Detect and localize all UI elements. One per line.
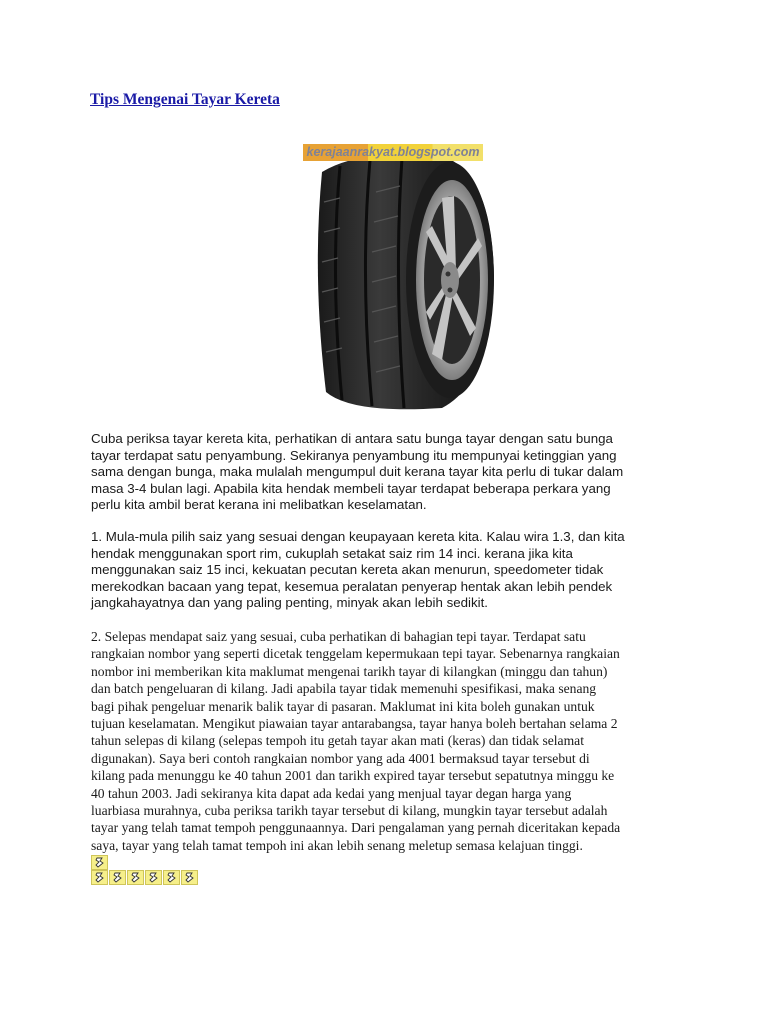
document-title-link[interactable]: Tips Mengenai Tayar Kereta (90, 91, 280, 108)
text-line: sama dengan bunga, maka mulalah mengumpul duit kerana tayar kita perlu di tukar dalam (91, 464, 624, 480)
text-line: dan batch pengeluaran di kilang. Jadi apabila tayar tidak memenuhi spesifikasi, maka senang (91, 681, 597, 697)
text-line: bagi pihak pengeluar menarik balik tayar di pasaran. Maklumat ini kita boleh gunakan untuk (91, 698, 595, 714)
text-line: 1. Mula-mula pilih saiz yang sesuai dengan keupayaan kereta kita. Kalau wira 1.3, dan kita (91, 529, 625, 544)
text-line: kilang pada menunggu ke 40 tahun 2001 dan tarikh expired tayar tersebut sepatutnya minggu ke (91, 768, 615, 784)
text-line: 40 tahun 2003. Jadi sekiranya kita dapat ada kedai yang menjual tayar degan harga yang (91, 785, 572, 801)
text-line: saya, tayar yang telah tamat tempoh ini akan lebih senang meletup semasa kelajuan tinggi. (91, 837, 583, 853)
broken-image-icon[interactable] (145, 870, 162, 885)
tyre-image (292, 142, 498, 410)
point-2-paragraph (91, 628, 691, 854)
text-line: luarbiasa murahnya, cuba periksa tarikh tayar tersebut di kilang, mungkin tayar tersebut adalah (91, 803, 608, 819)
text-line: 2. Selepas mendapat saiz yang sesuai, cuba perhatikan di bahagian tepi tayar. Terdapat satu (91, 629, 586, 644)
text-line: perlu kita ambil berat kerana ini melibatkan keselamatan. (91, 497, 427, 513)
text-line: hendak menggunakan sport rim, cukuplah setakat saiz rim 14 inci. kerana jika kita (91, 545, 573, 561)
text-line: jangkahayatnya dan yang paling penting, minyak akan lebih sedikit. (91, 595, 488, 611)
text-line: merekodkan bacaan yang tepat, kesemua peralatan penyerap hentak akan lebih pendek (91, 578, 613, 594)
placeholder-row-2 (91, 870, 199, 885)
image-watermark: kerajaanrakyat.blogspot.com (303, 144, 483, 161)
broken-image-icon[interactable] (91, 870, 108, 885)
broken-image-icon[interactable] (109, 870, 126, 885)
text-line: rangkaian nombor yang seperti dicetak tenggelam kepermukaan tepi tayar. Sebenarnya rangkaian (91, 646, 620, 662)
text-line: Cuba periksa tayar kereta kita, perhatikan di antara satu bunga tayar dengan satu bunga (91, 431, 613, 446)
broken-image-icon[interactable] (181, 870, 198, 885)
text-line: tayar terdapat satu penyambung. Sekiranya penyambung itu mempunyai ketinggian yang (91, 447, 617, 463)
broken-image-placeholders (91, 855, 199, 885)
intro-paragraph (91, 431, 691, 514)
text-line: menggunakan saiz 15 inci, kekuatan pecutan kereta akan menurun, speedometer tidak (91, 562, 604, 578)
text-line: tujuan keselamatan. Mengikut piawaian tayar antarabangsa, tayar hanya boleh bertahan selama 2 (91, 716, 618, 732)
text-line: digunakan). Saya beri contoh rangkaian nombor yang ada 4001 bermaksud tayar tersebut di (91, 750, 590, 766)
broken-image-icon[interactable] (127, 870, 144, 885)
text-line: masa 3-4 bulan lagi. Apabila kita hendak membeli tayar terdapat beberapa perkara yang (91, 480, 611, 496)
text-line: nombor ini memberikan kita maklumat mengenai tarikh tayar di kilangkan (minggu dan tahun) (91, 663, 608, 679)
broken-image-icon[interactable] (91, 855, 108, 870)
text-line: tayar yang telah tamat tempoh penggunaannya. Dari pengalaman yang pernah diceritakan kepada (91, 820, 621, 836)
text-line: tahun selepas di kilang (selepas tempoh itu getah tayar akan mati (keras) dan tidak selamat (91, 733, 584, 749)
point-1-paragraph (91, 529, 691, 612)
placeholder-row-1 (91, 855, 199, 870)
tyre-illustration (292, 142, 498, 410)
broken-image-icon[interactable] (163, 870, 180, 885)
